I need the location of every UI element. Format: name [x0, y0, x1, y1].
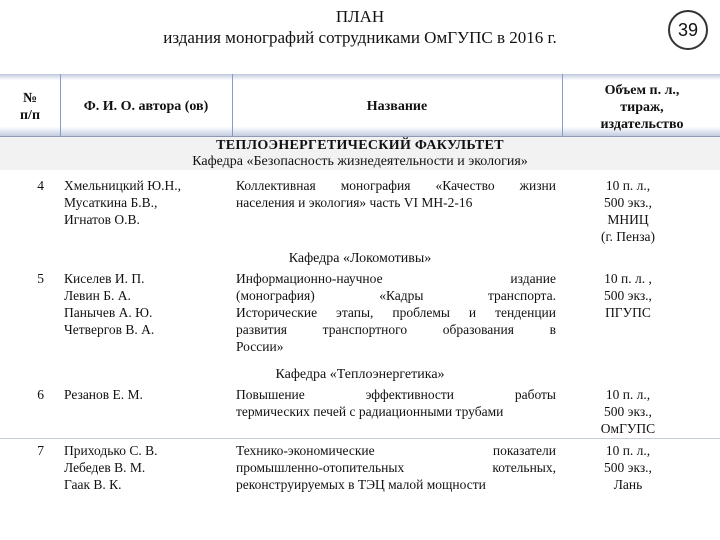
- row-volume: 10 п. л. , 500 экз., ПГУПС: [604, 271, 652, 320]
- page-number-badge: 39: [668, 10, 708, 50]
- header-divider: [60, 74, 61, 136]
- row-title: Повышение эффективности работы термических печей с радиационными трубами: [236, 387, 556, 419]
- header-divider: [232, 74, 233, 136]
- row-volume: 10 п. л., 500 экз., Лань: [604, 443, 652, 492]
- department-locomotives: Кафедра «Локомотивы»: [288, 251, 432, 266]
- header-num: № п/п: [19, 91, 41, 123]
- row-authors: Приходько С. В. Лебедев В. М. Гаак В. К.: [64, 443, 158, 492]
- title-line-1: ПЛАН: [335, 7, 385, 26]
- title-line-2: издания монографий сотрудниками ОмГУПС в 2016 г.: [163, 28, 557, 47]
- band-border: [0, 136, 720, 137]
- header-author: Ф. И. О. автора (ов): [83, 99, 209, 114]
- header-volume: Объем п. л., тираж, издательство: [600, 83, 684, 132]
- row-volume: 10 п. л., 500 экз., ОмГУПС: [600, 387, 656, 436]
- row-num: 4: [37, 178, 44, 193]
- row-authors: Резанов Е. М.: [64, 387, 143, 402]
- row-divider: [0, 438, 720, 439]
- faculty-name: ТЕПЛОЭНЕРГЕТИЧЕСКИЙ ФАКУЛЬТЕТ: [216, 138, 504, 153]
- row-num: 5: [37, 271, 44, 286]
- row-authors: Киселев И. П. Левин Б. А. Панычев А. Ю. Четвергов В. А.: [64, 271, 155, 337]
- department-heat-power: Кафедра «Теплоэнергетика»: [275, 367, 445, 382]
- department-bzhd: Кафедра «Безопасность жизнедеятельности и экология»: [192, 154, 528, 169]
- header-title: Название: [366, 99, 428, 114]
- header-divider: [562, 74, 563, 136]
- row-volume: 10 п. л., 500 экз., МНИЦ (г. Пенза): [600, 178, 656, 244]
- row-title: Технико-экономические показатели промышленно-отопительных котельных, реконструируемых в ТЭЦ малой мощности: [236, 443, 556, 492]
- row-authors: Хмельницкий Ю.Н., Мусаткина Б.В., Игнатов О.В.: [64, 178, 181, 227]
- row-num: 7: [37, 443, 44, 458]
- row-num: 6: [37, 387, 44, 402]
- row-title: Коллективная монография «Качество жизни населения и экология» часть VI МН-2-16: [236, 178, 556, 210]
- page-title: [0, 6, 720, 48]
- row-title: Информационно-научное издание (монография) «Кадры транспорта. Исторические этапы, проблемы и тенденции развития транспортного образования в России»: [236, 271, 556, 354]
